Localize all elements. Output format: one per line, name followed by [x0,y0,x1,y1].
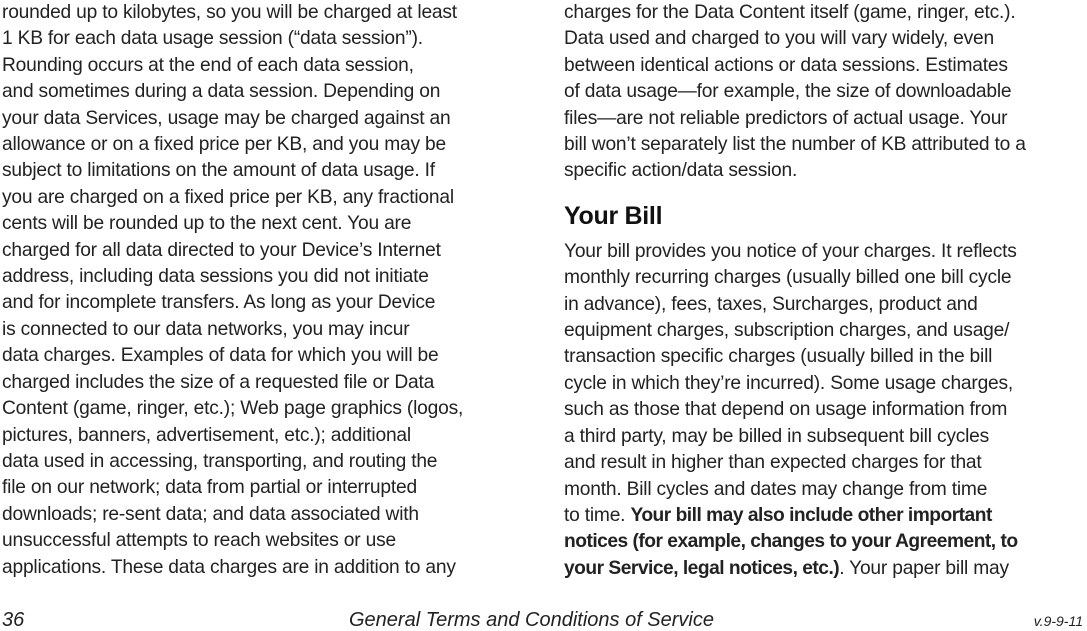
text-line: Content (game, ringer, etc.); Web page graphics (logos, [2,398,464,420]
page-footer [0,609,1087,631]
section-heading: Your Bill [564,201,663,230]
text-line: transaction specific charges (usually billed in the bill [564,346,993,368]
text-line: and result in higher than expected charges for that [564,452,982,474]
bold-text-run: your Service, legal notices, etc.) [564,557,840,579]
text-line: equipment charges, subscription charges, and usage/ [564,320,1010,342]
text-line: bill won’t separately list the number of KB attributed to a [564,134,1026,156]
text-line: file on our network; data from partial or interrupted [2,477,417,499]
text-line: rounded up to kilobytes, so you will be charged at least [2,2,457,23]
text-line: cents will be rounded up to the next cent. You are [2,213,412,235]
text-line: specific action/data session. [564,160,798,182]
version-label: v.9-9-11 [1033,613,1083,629]
text-line-mixed [564,556,1087,582]
text-line: and sometimes during a data session. Depending on [2,81,441,103]
text-line: monthly recurring charges (usually billed one bill cycle [564,267,1012,289]
text-line: Rounding occurs at the end of each data session, [2,54,414,76]
text-line: your data Services, usage may be charged against an [2,107,451,129]
text-line: between identical actions or data sessions. Estimates [564,54,1008,76]
page-number: 36 [2,609,25,631]
text-run: to time. [564,504,631,526]
text-line: charges for the Data Content itself (game, ringer, etc.). [564,2,1016,23]
text-line: month. Bill cycles and dates may change from time [564,478,988,500]
text-line: address, including data sessions you did not initiate [2,266,429,288]
text-line-mixed [564,503,1087,529]
text-line: in advance), fees, taxes, Surcharges, product and [564,293,978,315]
bold-text-run: notices (for example, changes to your Agreement, to [564,531,1018,553]
text-line: applications. These data charges are in addition to any [2,556,456,578]
text-run: . Your paper bill may [839,557,1009,579]
text-line: Your bill provides you notice of your charges. It reflects [564,240,1017,262]
left-column [2,0,532,581]
text-line: data charges. Examples of data for which you will be [2,345,439,367]
text-line: pictures, banners, advertisement, etc.); additional [2,424,411,446]
text-line: charged for all data directed to your Device’s Internet [2,239,441,261]
text-line: files—are not reliable predictors of actual usage. Your [564,107,1008,129]
text-line: charged includes the size of a requested file or Data [2,371,435,393]
text-line: and for incomplete transfers. As long as your Device [2,292,436,314]
text-line: subject to limitations on the amount of data usage. If [2,160,435,182]
text-line: allowance or on a fixed price per KB, and you may be [2,134,446,156]
bold-text-run: Your bill may also include other important [630,504,992,526]
text-line: cycle in which they’re incurred). Some usage charges, [564,372,1014,394]
text-line: such as those that depend on usage information from [564,399,1008,421]
text-line: downloads; re-sent data; and data associated with [2,503,419,525]
text-line: is connected to our data networks, you may incur [2,318,410,340]
text-line: unsuccessful attempts to reach websites or use [2,530,396,552]
text-line-mixed [564,529,1087,555]
text-line: of data usage—for example, the size of downloadable [564,81,1012,103]
text-line: you are charged on a fixed price per KB, any fractional [2,186,454,208]
right-column [564,0,1087,582]
text-line: 1 KB for each data usage session (“data session”). [2,28,423,50]
footer-title: General Terms and Conditions of Service [349,609,714,631]
text-line: a third party, may be billed in subsequent bill cycles [564,425,990,447]
text-line: Data used and charged to you will vary widely, even [564,28,994,50]
text-line: data used in accessing, transporting, and routing the [2,450,438,472]
